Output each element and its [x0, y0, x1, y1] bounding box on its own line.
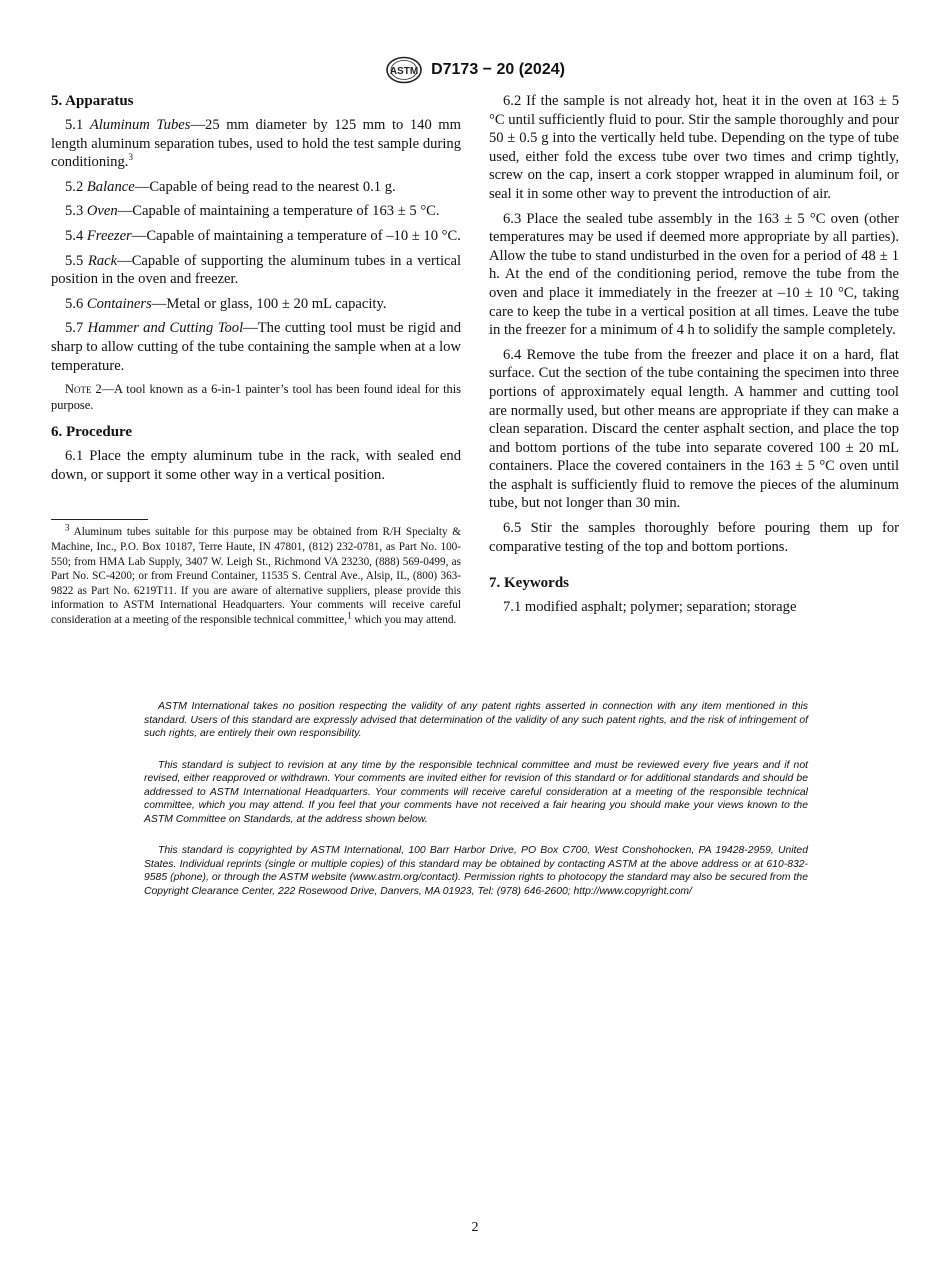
page-number: 2	[471, 1220, 479, 1235]
left-column	[51, 92, 461, 627]
para-5-1: 5.1 Aluminum Tubes—25 mm diameter by 125 mm to 140 mm length aluminum separation tubes, used to hold the test sample during conditioning.$^3$	[51, 117, 462, 171]
para-5-2: 5.2 Balance—Capable of being read to the nearest 0.1 g.	[65, 178, 396, 195]
standard-designation: D7173 − 20 (2024)	[431, 61, 565, 78]
para-6-4: 6.4 Remove the tube from the freezer and place it on a hard, flat surface. Cut the section of the tube containing the specimen into three portions of approximately equal length. A hammer and cutting tool are normally used, but other means are appropriate if they can make a clean separation. Discard the center asphalt section, and place the top and bottom portions of the tube into separate covered 100 ± 20 mL containers. Place the covered containers in the 163 ± 5 °C oven until the asphalt is sufficiently fluid to remove the pieces of the aluminum tube, but not longer than 30 min.	[489, 346, 899, 512]
footnote-divider	[51, 519, 148, 520]
right-column	[489, 92, 899, 623]
page-header	[0, 56, 950, 84]
para-6-5: 6.5 Stir the samples thoroughly before pouring them up for comparative testing of the top and bottom portions.	[489, 520, 899, 555]
footnote-3: $^3$ Aluminum tubes suitable for this purpose may be obtained from R/H Specialty & Machine, Inc., P.O. Box 10187, Terre Haute, IN 47801, (812) 232-0781, as Part No. 100-550; from HMA Lab Supply, 3407 W. Leigh St., Richmond VA 23230, (888) 569-0499, as Part No. SC-4200; or from Freund Container, 11535 S. Central Ave., Alsip, IL, (800) 363-9822 as Part No. 6219T11. If you are aware of alternative suppliers, please provide this information to ASTM International Headquarters. Your comments will receive careful consideration at a meeting of the responsible technical committee,$^1$ which you may attend.	[51, 522, 461, 626]
para-6-2: 6.2 If the sample is not already hot, heat it in the oven at 163 ± 5 °C until sufficiently fluid to pour. Stir the sample thoroughly and pour 50 ± 0.5 g into the vertically held tube. Depending on the type of tube used, either fold the excess tube over two times and crimp tightly, screw on the cap, insert a cork stopper wrapped in aluminum foil, or seal it in some other way to prevent the introduction of air.	[489, 93, 899, 202]
para-5-4: 5.4 Freezer—Capable of maintaining a temperature of –10 ± 10 °C.	[65, 227, 461, 244]
para-5-6: 5.6 Containers—Metal or glass, 100 ± 20 mL capacity.	[65, 295, 387, 312]
disclaimer-block	[144, 700, 808, 916]
section-5-heading: 5. Apparatus	[51, 93, 134, 109]
svg-text:ASTM: ASTM	[389, 66, 419, 77]
section-7-heading: 7. Keywords	[489, 575, 569, 592]
para-5-7: 5.7 Hammer and Cutting Tool—The cutting tool must be rigid and sharp to allow cutting of the tube containing the sample when at a low temperature.	[51, 320, 462, 374]
footnote-ref: 3	[128, 152, 133, 163]
note-2: Note 2—A tool known as a 6-in-1 painter’s tool has been found ideal for this purpose.	[51, 382, 461, 413]
disclaimer-patent: ASTM International takes no position respecting the validity of any patent rights asserted in connection with any item mentioned in this standard. Users of this standard are expressly advised that determination of the validity of any such patent rights, and the risk of infringement of such rights, are entirely their own responsibility.	[144, 701, 808, 739]
para-7-1: 7.1 modified asphalt; polymer; separation; storage	[503, 599, 797, 616]
para-5-5: 5.5 Rack—Capable of supporting the aluminum tubes in a vertical position in the oven and freezer.	[51, 252, 462, 288]
section-6-heading: 6. Procedure	[51, 424, 133, 441]
para-6-1: 6.1 Place the empty aluminum tube in the rack, with sealed end down, or support it some other way in a vertical position.	[51, 448, 461, 483]
astm-logo-icon	[385, 56, 423, 84]
para-6-3: 6.3 Place the sealed tube assembly in the 163 ± 5 °C oven (other temperatures may be used if deemed more appropriate by all parties). Allow the tube to stand undisturbed in the oven for a period of 48 ± 1 h. At the end of the conditioning period, remove the tube from the oven and place it immediately in the freezer at –10 ± 10 °C, taking care to keep the tube in a vertical position at all times. Leave the tube in the freezer for a minimum of 4 h to solidify the sample completely.	[489, 210, 899, 339]
para-5-3: 5.3 Oven—Capable of maintaining a temperature of 163 ± 5 °C.	[65, 203, 440, 220]
disclaimer-revision: This standard is subject to revision at any time by the responsible technical committee and must be reviewed every five years and if not revised, either reapproved or withdrawn. Your comments are invited either for revision of this standard or for additional standards and should be addressed to ASTM International Headquarters. Your comments will receive careful consideration at a meeting of the responsible technical committee, which you may attend. If you feel that your comments have not received a fair hearing you should make your views known to the ASTM Committee on Standards, at the address shown below.	[144, 759, 808, 825]
disclaimer-copyright: This standard is copyrighted by ASTM International, 100 Barr Harbor Drive, PO Box C700, West Conshohocken, PA 19428-2959, United States. Individual reprints (single or multiple copies) of this standard may be obtained by contacting ASTM at the above address or at 610-832-9585 (phone), or through the ASTM website (www.astm.org/contact). Permission rights to photocopy the standard may also be secured from the Copyright Clearance Center, 222 Rosewood Drive, Danvers, MA 01923, Tel: (978) 646-2600; http://www.copyright.com/	[144, 845, 808, 897]
